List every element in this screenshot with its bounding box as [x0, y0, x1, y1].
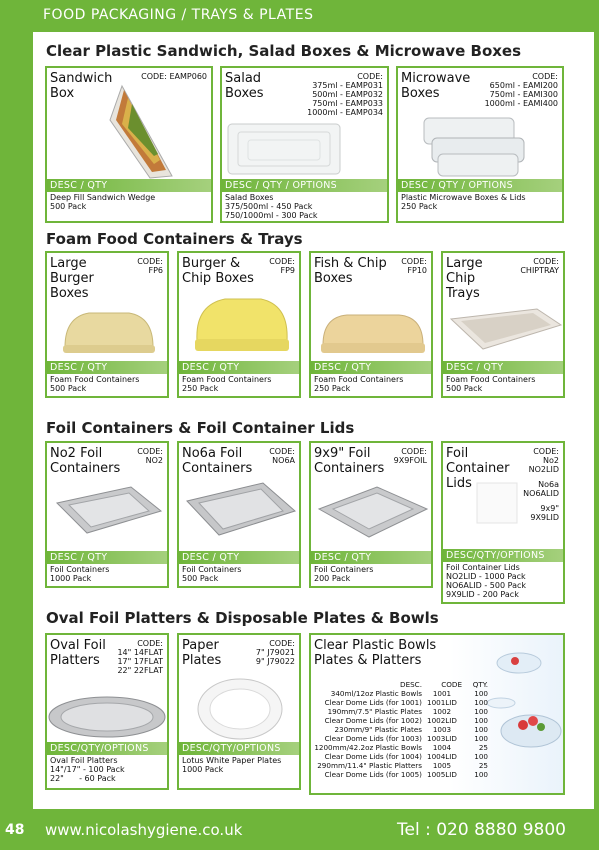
section-title-plates: Oval Foil Platters & Disposable Plates & Bowls	[46, 609, 439, 627]
foam-chip-box-image	[189, 291, 293, 357]
section-title-foam: Foam Food Containers & Trays	[46, 230, 303, 248]
row-code: 1001LID	[427, 698, 457, 707]
desc-line: NO6ALID - 500 Pack	[446, 581, 527, 590]
row-code: 1002LID	[427, 716, 457, 725]
row-desc: 1200mm/42.2oz Plastic Bowls	[314, 743, 422, 752]
desc-line: Oval Foil Platters	[50, 756, 118, 765]
desc-line: 250 Pack	[401, 202, 438, 211]
page-number: 48	[5, 822, 25, 838]
desc-line: Foam Food Containers	[446, 375, 536, 384]
desc-line: 500 Pack	[182, 574, 219, 583]
desc-bar: DESC / QTY / OPTIONS	[222, 179, 387, 192]
telephone-number: Tel : 020 8880 9800	[397, 820, 566, 840]
bowls-table-header: DESC. CODE QTY.	[400, 680, 488, 689]
plastic-bowls-image	[481, 641, 563, 791]
product-card-foil-lids[interactable]	[441, 441, 565, 604]
product-name: No6a Foil Containers	[182, 446, 253, 476]
desc-line: Foil Containers	[50, 565, 110, 574]
row-code: 1005	[432, 761, 452, 770]
desc-line: 200 Pack	[314, 574, 351, 583]
product-code: CODE: 375ml - EAMP031 500ml - EAMP032 750ml - EAMP033 1000ml - EAMP034	[307, 72, 383, 117]
oval-platter-image	[47, 691, 169, 741]
product-card-microwave-boxes[interactable]	[396, 66, 564, 223]
product-card-sandwich-box[interactable]	[45, 66, 213, 223]
desc-line: Foil Container Lids	[446, 563, 520, 572]
desc-line: 375/500ml - 450 Pack	[225, 202, 313, 211]
desc-bar: DESC / QTY	[179, 361, 299, 374]
product-card-plastic-bowls[interactable]	[309, 633, 565, 795]
header-band	[0, 0, 599, 30]
product-name: No2 Foil Containers	[50, 446, 121, 476]
table-row	[314, 707, 490, 716]
row-qty: 100	[474, 752, 488, 761]
desc-bar: DESC / QTY	[179, 551, 299, 564]
desc-bar: DESC / QTY	[311, 361, 431, 374]
product-code: CODE: 14" 14FLAT 17" 17FLAT 22" 22FLAT	[117, 639, 163, 675]
desc-bar: DESC / QTY	[47, 551, 167, 564]
product-name: Oval Foil Platters	[50, 638, 106, 668]
row-qty: 100	[474, 716, 488, 725]
desc-line: 250 Pack	[182, 384, 219, 393]
desc-bar: DESC/QTY/OPTIONS	[47, 742, 167, 755]
product-card-no2-foil[interactable]	[45, 441, 169, 588]
product-card-no6a-foil[interactable]	[177, 441, 301, 588]
row-desc: 340ml/12oz Plastic Bowls	[330, 689, 422, 698]
desc-line: 9X9LID - 200 Pack	[446, 590, 519, 599]
table-row	[314, 734, 490, 743]
desc-bar: DESC / QTY	[47, 361, 167, 374]
product-code: CODE: 9X9FOIL	[393, 447, 427, 465]
desc-bar: DESC / QTY	[443, 361, 563, 374]
row-desc: 230mm/9" Plastic Plates	[334, 725, 422, 734]
row-desc: Clear Dome Lids (for 1002)	[324, 716, 422, 725]
product-code: CODE: FP9	[269, 257, 295, 275]
desc-line: NO2LID - 1000 Pack	[446, 572, 526, 581]
foil-container-image	[315, 483, 431, 547]
table-row	[314, 743, 490, 752]
page-header-title: FOOD PACKAGING / TRAYS & PLATES	[43, 7, 314, 23]
desc-line: 1000 Pack	[50, 574, 92, 583]
table-row	[314, 752, 490, 761]
product-name: Sandwich Box	[50, 71, 113, 101]
product-card-9x9-foil[interactable]	[309, 441, 433, 588]
product-card-oval-platters[interactable]	[45, 633, 169, 790]
desc-bar: DESC / QTY	[311, 551, 431, 564]
product-name: Fish & Chip Boxes	[314, 256, 387, 286]
foil-lid-image	[473, 479, 523, 529]
product-name: Burger & Chip Boxes	[182, 256, 254, 286]
salad-boxes-image	[224, 120, 359, 182]
sandwich-wedge-image	[102, 80, 202, 182]
row-code: 1001	[432, 689, 452, 698]
paper-plate-image	[195, 671, 285, 741]
product-name: Microwave Boxes	[401, 71, 471, 101]
footer-band	[0, 812, 599, 850]
desc-line: 1000 Pack	[182, 765, 224, 774]
row-code: 1003	[432, 725, 452, 734]
section-title-plastic: Clear Plastic Sandwich, Salad Boxes & Microwave Boxes	[46, 42, 522, 60]
row-qty: 100	[474, 734, 488, 743]
product-name: Paper Plates	[182, 638, 222, 668]
product-code: CODE: FP6	[137, 257, 163, 275]
row-desc: Clear Dome Lids (for 1003)	[324, 734, 422, 743]
desc-bar: DESC / QTY	[47, 179, 211, 192]
desc-line: 22" - 60 Pack	[50, 774, 116, 783]
product-code: CODE: 650ml - EAMI200 750ml - EAMI300 1000ml - EAMI400	[484, 72, 558, 108]
product-name: Large Chip Trays	[446, 256, 483, 301]
product-name: 9x9" Foil Containers	[314, 446, 385, 476]
desc-line: 14"/17" - 100 Pack	[50, 765, 125, 774]
product-name: Large Burger Boxes	[50, 256, 94, 301]
desc-line: Salad Boxes	[225, 193, 274, 202]
table-row	[314, 698, 490, 707]
desc-line: Foil Containers	[314, 565, 374, 574]
foil-container-image	[53, 481, 165, 547]
desc-bar: DESC / QTY / OPTIONS	[398, 179, 562, 192]
foil-container-image	[183, 477, 299, 547]
row-desc: 290mm/11.4" Plastic Platters	[317, 761, 422, 770]
product-name: Foil Container Lids	[446, 446, 510, 491]
product-card-fish-chip-boxes[interactable]	[309, 251, 433, 398]
product-card-large-burger-boxes[interactable]	[45, 251, 169, 398]
website-link[interactable]: www.nicolashygiene.co.uk	[45, 821, 243, 839]
row-code: 1002	[432, 707, 452, 716]
product-code: CODE: NO2	[137, 447, 163, 465]
bowls-table	[314, 680, 490, 779]
product-code: CODE: NO6A	[269, 447, 295, 465]
section-title-foil: Foil Containers & Foil Container Lids	[46, 419, 355, 437]
row-code: 1003LID	[427, 734, 457, 743]
row-code: 1004	[432, 743, 452, 752]
row-desc: Clear Dome Lids (for 1001)	[324, 698, 422, 707]
desc-line: 500 Pack	[446, 384, 483, 393]
product-code: CODE: FP10	[401, 257, 427, 275]
desc-line: Foam Food Containers	[182, 375, 272, 384]
product-card-large-chip-trays[interactable]	[441, 251, 565, 398]
microwave-boxes-image	[418, 112, 538, 180]
product-code: CODE: EAMP060	[141, 72, 207, 81]
foam-chip-tray-image	[447, 303, 563, 355]
product-card-salad-boxes[interactable]	[220, 66, 389, 223]
desc-line: Deep Fill Sandwich Wedge	[50, 193, 156, 202]
row-code: 1004LID	[427, 752, 457, 761]
desc-bar: DESC/QTY/OPTIONS	[179, 742, 299, 755]
row-desc: Clear Dome Lids (for 1004)	[324, 752, 422, 761]
desc-bar: DESC/QTY/OPTIONS	[443, 549, 563, 562]
desc-line: 500 Pack	[50, 202, 87, 211]
desc-line: Lotus White Paper Plates	[182, 756, 282, 765]
desc-line: 250 Pack	[314, 384, 351, 393]
row-qty: 100	[474, 689, 488, 698]
table-row	[314, 761, 490, 770]
row-qty: 25	[478, 743, 488, 752]
table-row	[314, 716, 490, 725]
desc-line: Foil Containers	[182, 565, 242, 574]
row-qty: 100	[474, 698, 488, 707]
foam-burger-box-image	[59, 307, 159, 357]
product-card-paper-plates[interactable]	[177, 633, 301, 790]
product-card-burger-chip-boxes[interactable]	[177, 251, 301, 398]
desc-line: Foam Food Containers	[50, 375, 140, 384]
row-code: 1005LID	[427, 770, 457, 779]
row-qty: 100	[474, 707, 488, 716]
product-name: Salad Boxes	[225, 71, 264, 101]
desc-line: Foam Food Containers	[314, 375, 404, 384]
product-code: CODE: 7" J79021 9" J79022	[255, 639, 295, 666]
row-desc: 190mm/7.5" Plastic Plates	[327, 707, 422, 716]
row-qty: 100	[474, 770, 488, 779]
table-row	[314, 725, 490, 734]
desc-line: 500 Pack	[50, 384, 87, 393]
product-name: Clear Plastic Bowls Plates & Platters	[314, 638, 437, 668]
foam-fish-box-image	[319, 309, 427, 357]
row-qty: 100	[474, 725, 488, 734]
table-row	[314, 689, 490, 698]
table-row	[314, 770, 490, 779]
row-desc: Clear Dome Lids (for 1005)	[324, 770, 422, 779]
desc-line: 750/1000ml - 300 Pack	[225, 211, 318, 220]
product-code: CODE: No2 NO2LID No6a NO6ALID 9x9" 9X9LID	[523, 447, 559, 522]
desc-line: Plastic Microwave Boxes & Lids	[401, 193, 526, 202]
product-code: CODE: CHIPTRAY	[520, 257, 559, 275]
row-qty: 25	[478, 761, 488, 770]
